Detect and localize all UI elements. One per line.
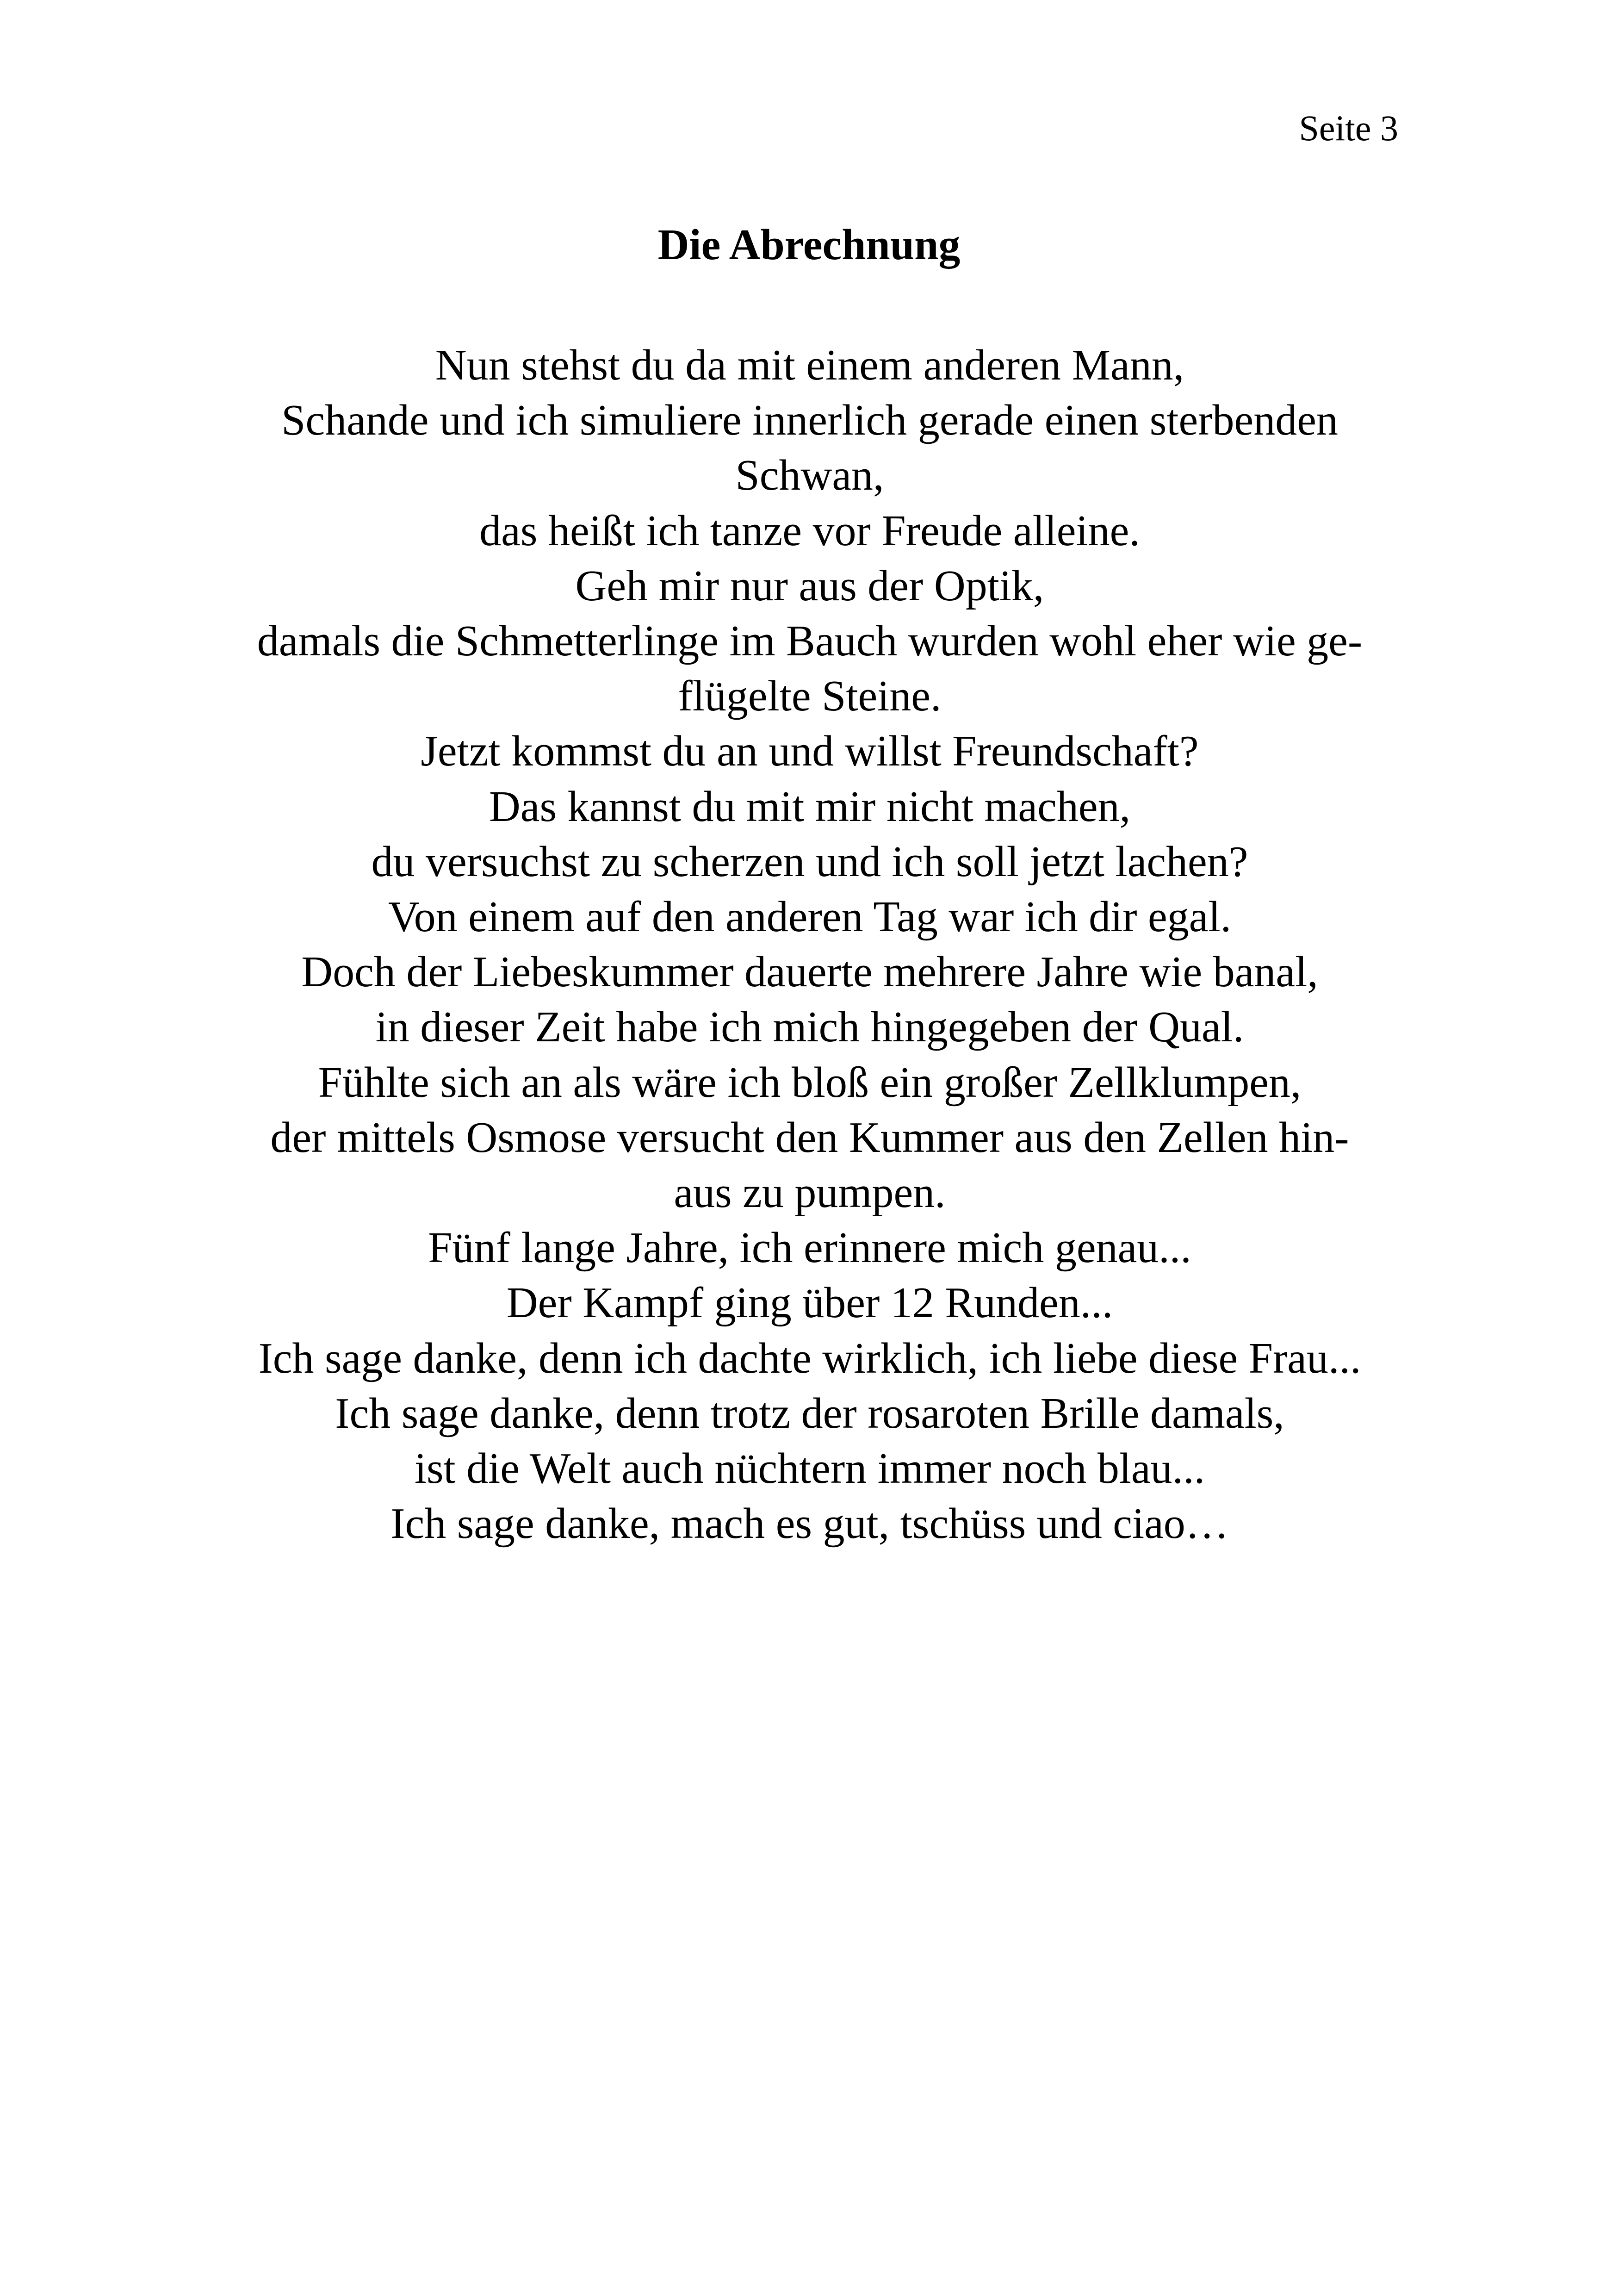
poem-line: Von einem auf den anderen Tag war ich dir egal. — [388, 893, 1232, 941]
poem-line: Fünf lange Jahre, ich erinnere mich genau... — [428, 1224, 1191, 1272]
poem-line: das heißt ich tanze vor Freude alleine. — [479, 506, 1140, 555]
poem-line: der mittels Osmose versucht den Kummer aus den Zellen hin- — [270, 1113, 1349, 1162]
poem-line: aus zu pumpen. — [674, 1169, 946, 1217]
poem-line: Jetzt kommst du an und willst Freundschaft? — [421, 727, 1199, 776]
poem-line: Ich sage danke, mach es gut, tschüss und ciao… — [391, 1500, 1229, 1548]
poem-line: Der Kampf ging über 12 Runden... — [506, 1279, 1113, 1327]
poem-line: flügelte Steine. — [678, 672, 942, 721]
poem-title: Die Abrechnung — [657, 221, 961, 269]
page-number: Seite 3 — [1299, 108, 1398, 148]
poem-line: Geh mir nur aus der Optik, — [575, 561, 1044, 610]
poem-line: Schande und ich simuliere innerlich gerade einen sterbenden — [281, 396, 1338, 445]
poem-line: Ich sage danke, denn trotz der rosaroten Brille damals, — [335, 1389, 1284, 1437]
poem-line: Schwan, — [735, 451, 884, 500]
poem-line: damals die Schmetterlinge im Bauch wurden wohl eher wie ge- — [257, 617, 1363, 666]
poem-line: Das kannst du mit mir nicht machen, — [489, 782, 1131, 831]
poem-line: Doch der Liebeskummer dauerte mehrere Jahre wie banal, — [301, 948, 1318, 996]
poem-line: Fühlte sich an als wäre ich bloß ein großer Zellklumpen, — [318, 1058, 1302, 1107]
poem-line: du versuchst zu scherzen und ich soll jetzt lachen? — [371, 837, 1248, 886]
poem-line: in dieser Zeit habe ich mich hingegeben der Qual. — [375, 1003, 1244, 1052]
poem-line: ist die Welt auch nüchtern immer noch blau... — [414, 1444, 1205, 1493]
poem-line: Ich sage danke, denn ich dachte wirklich, ich liebe diese Frau... — [258, 1334, 1361, 1382]
poem-line: Nun stehst du da mit einem anderen Mann, — [435, 341, 1184, 389]
poem-body — [185, 338, 1434, 1551]
